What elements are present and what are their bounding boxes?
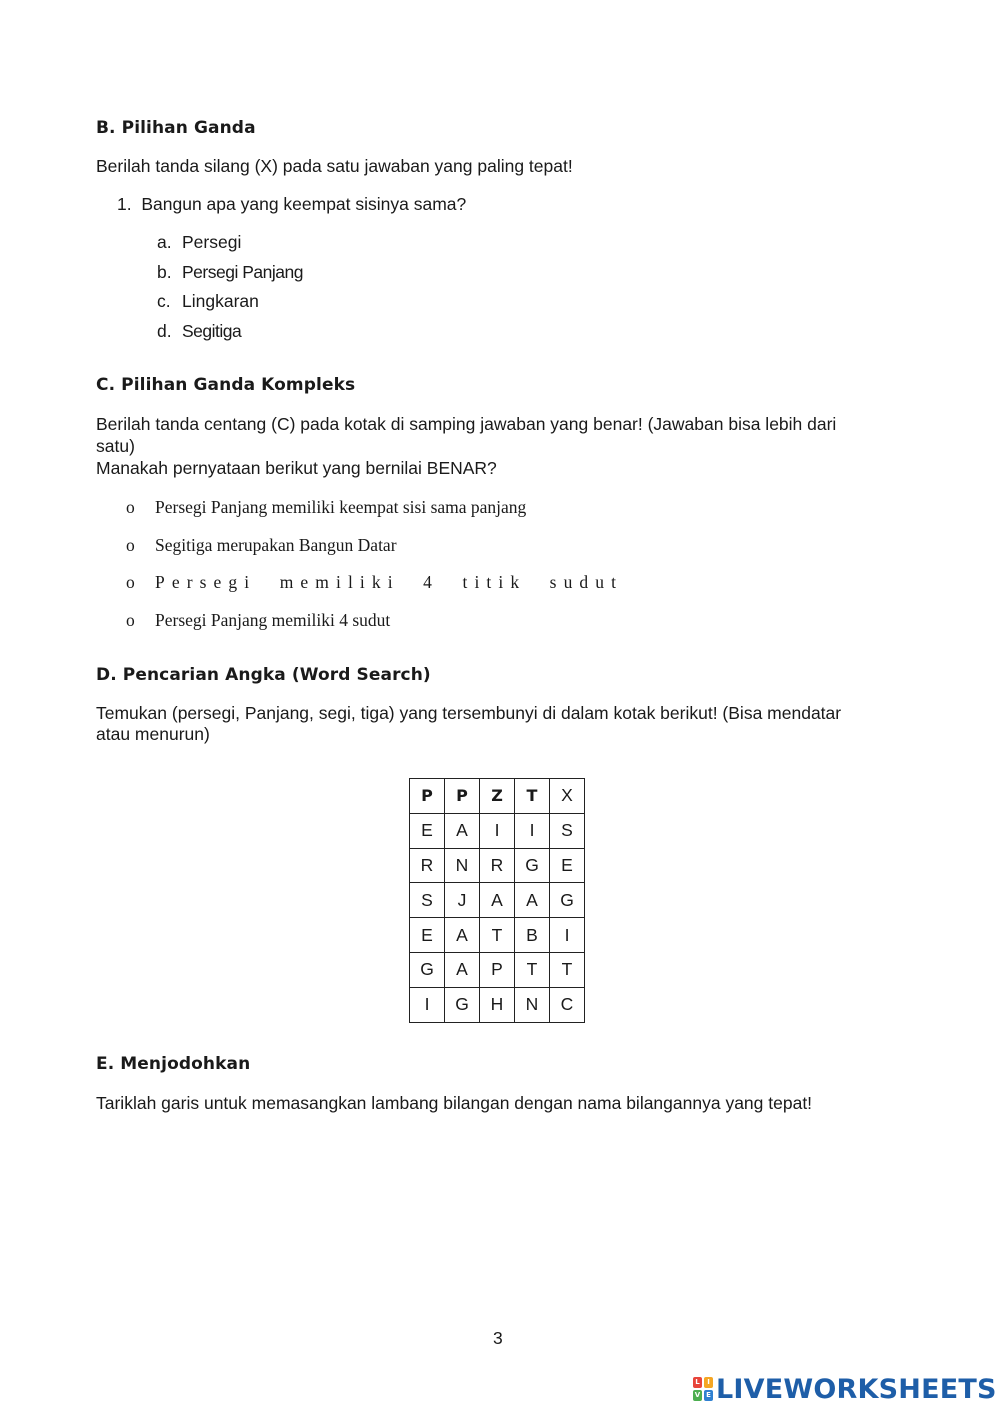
grid-row xyxy=(410,987,585,1022)
grid-cell[interactable]: X xyxy=(550,779,585,814)
grid-row xyxy=(410,952,585,987)
grid-cell[interactable]: G xyxy=(445,987,480,1022)
grid-cell[interactable]: R xyxy=(410,848,445,883)
section-d-instruction-line1: Temukan (persegi, Panjang, segi, tiga) yang tersembunyi di dalam kotak berikut! (Bisa mendatar xyxy=(96,703,842,723)
section-b-heading: B. Pilihan Ganda xyxy=(96,118,256,138)
checkbox-bullet[interactable]: o xyxy=(126,497,135,517)
statement-text: Persegi Panjang memiliki 4 sudut xyxy=(155,610,391,630)
grid-cell[interactable]: P xyxy=(480,952,515,987)
statement-text: Persegi memiliki 4 titik sudut xyxy=(155,572,624,592)
grid-cell[interactable]: A xyxy=(480,883,515,918)
section-d-instruction-line2: atau menurun) xyxy=(96,724,210,744)
question-text: Bangun apa yang keempat sisinya sama? xyxy=(141,194,467,214)
logo-mark-letter: E xyxy=(704,1390,713,1401)
grid-cell[interactable]: T xyxy=(550,952,585,987)
section-b-instruction: Berilah tanda silang (X) pada satu jawaban yang paling tepat! xyxy=(96,156,573,176)
grid-cell[interactable]: I xyxy=(410,987,445,1022)
option-text: Segitiga xyxy=(182,321,242,341)
grid-cell[interactable]: P xyxy=(445,779,480,814)
grid-cell[interactable]: B xyxy=(515,918,550,953)
statement-4[interactable] xyxy=(126,610,390,631)
section-c-heading: C. Pilihan Ganda Kompleks xyxy=(96,375,356,395)
option-d[interactable] xyxy=(157,321,241,342)
statement-3[interactable] xyxy=(126,572,623,593)
grid-cell[interactable]: G xyxy=(410,952,445,987)
option-letter: d. xyxy=(157,321,172,341)
grid-cell[interactable]: S xyxy=(410,883,445,918)
grid-row xyxy=(410,848,585,883)
statement-1[interactable] xyxy=(126,497,526,518)
grid-row xyxy=(410,779,585,814)
grid-cell[interactable]: I xyxy=(515,813,550,848)
grid-cell[interactable]: N xyxy=(445,848,480,883)
grid-cell[interactable]: N xyxy=(515,987,550,1022)
checkbox-bullet[interactable]: o xyxy=(126,610,135,630)
brand-name: LIVEWORKSHEETS xyxy=(716,1373,997,1405)
grid-cell[interactable]: G xyxy=(550,883,585,918)
grid-cell[interactable]: A xyxy=(515,883,550,918)
liveworksheets-logo[interactable] xyxy=(693,1372,997,1406)
option-c[interactable] xyxy=(157,291,259,312)
option-text: Lingkaran xyxy=(182,291,259,311)
section-c-instruction-line1: Berilah tanda centang (C) pada kotak di samping jawaban yang benar! (Jawaban bisa lebih dari xyxy=(96,414,837,434)
section-e-instruction: Tariklah garis untuk memasangkan lambang bilangan dengan nama bilangannya yang tepat! xyxy=(96,1093,813,1113)
grid-cell[interactable]: T xyxy=(515,779,550,814)
grid-row xyxy=(410,918,585,953)
section-e-heading: E. Menjodohkan xyxy=(96,1054,251,1074)
logo-mark-letter: I xyxy=(704,1377,713,1388)
option-text: Persegi Panjang xyxy=(182,262,303,282)
grid-cell[interactable]: T xyxy=(515,952,550,987)
question-1 xyxy=(117,194,466,215)
logo-mark-icon xyxy=(693,1377,713,1401)
statement-text: Segitiga merupakan Bangun Datar xyxy=(155,535,397,555)
grid-row xyxy=(410,883,585,918)
option-letter: b. xyxy=(157,262,172,282)
statement-text: Persegi Panjang memiliki keempat sisi sama panjang xyxy=(155,497,527,517)
grid-cell[interactable]: G xyxy=(515,848,550,883)
grid-cell[interactable]: R xyxy=(480,848,515,883)
grid-cell[interactable]: A xyxy=(445,952,480,987)
logo-mark-letter: L xyxy=(693,1377,702,1388)
grid-cell[interactable]: J xyxy=(445,883,480,918)
logo-mark-letter: V xyxy=(694,1391,701,1399)
option-text: Persegi xyxy=(182,232,242,252)
grid-cell[interactable]: I xyxy=(550,918,585,953)
grid-row xyxy=(410,813,585,848)
grid-cell[interactable]: H xyxy=(480,987,515,1022)
grid-cell[interactable]: I xyxy=(480,813,515,848)
grid-cell[interactable]: C xyxy=(550,987,585,1022)
grid-cell[interactable]: S xyxy=(550,813,585,848)
grid-cell[interactable]: E xyxy=(410,813,445,848)
option-b[interactable] xyxy=(157,262,303,283)
page-number: 3 xyxy=(493,1328,503,1348)
option-letter: a. xyxy=(157,232,172,252)
question-number: 1. xyxy=(117,194,132,214)
grid-cell[interactable]: A xyxy=(445,813,480,848)
grid-cell[interactable]: A xyxy=(445,918,480,953)
grid-cell[interactable]: Z xyxy=(480,779,515,814)
grid-cell[interactable]: E xyxy=(550,848,585,883)
section-d-heading: D. Pencarian Angka (Word Search) xyxy=(96,665,431,685)
grid-cell[interactable]: T xyxy=(480,918,515,953)
section-c-question: Manakah pernyataan berikut yang bernilai BENAR? xyxy=(96,458,497,478)
option-letter: c. xyxy=(157,291,171,311)
checkbox-bullet[interactable]: o xyxy=(126,572,135,592)
checkbox-bullet[interactable]: o xyxy=(126,535,135,555)
grid-cell[interactable]: P xyxy=(410,779,445,814)
section-c-instruction-line2: satu) xyxy=(96,436,135,456)
word-search-grid xyxy=(409,778,585,1023)
option-a[interactable] xyxy=(157,232,241,253)
statement-2[interactable] xyxy=(126,535,397,556)
grid-cell[interactable]: E xyxy=(410,918,445,953)
